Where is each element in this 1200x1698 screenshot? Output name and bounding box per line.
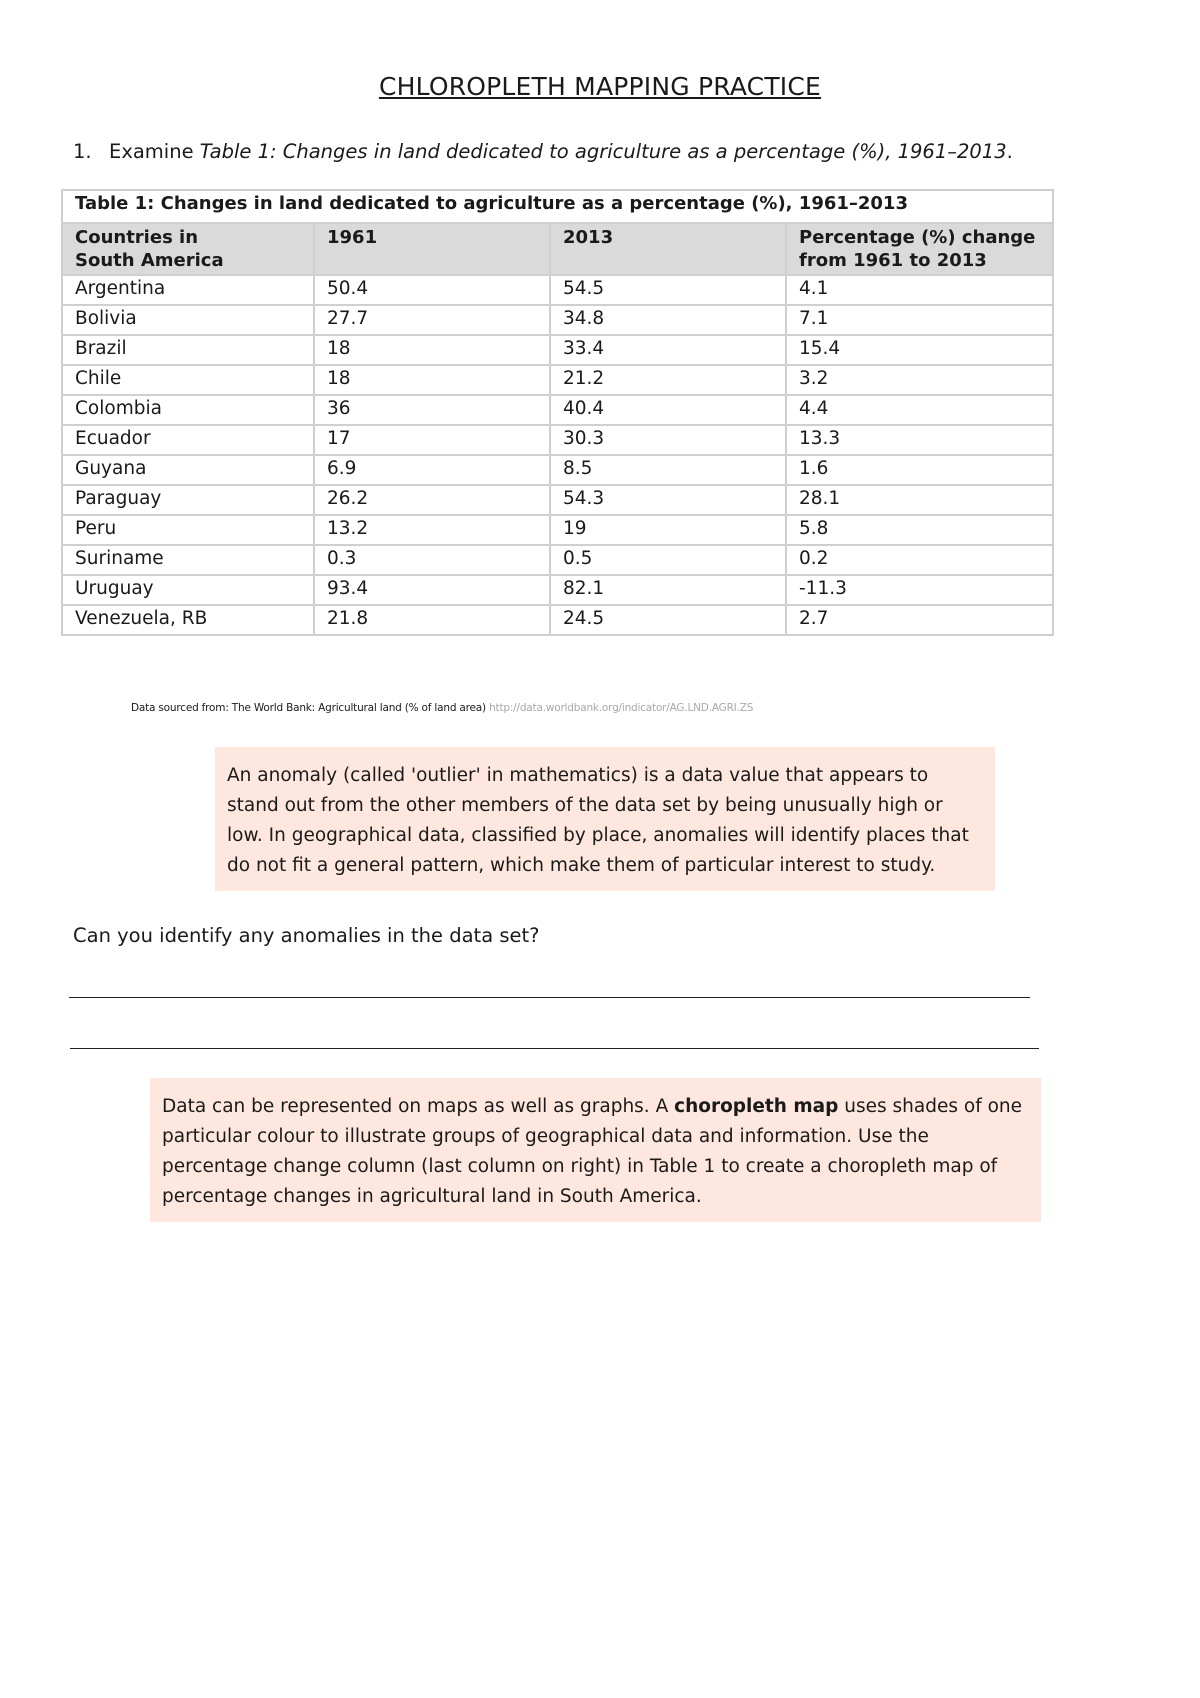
table-row (62, 575, 1053, 605)
instruction-number: 1. (73, 140, 92, 163)
choropleth-note (150, 1078, 1041, 1222)
value-2013-cell: 24.5 (550, 605, 786, 635)
value-1961-cell: 93.4 (314, 575, 550, 605)
change-cell: 13.3 (786, 425, 1053, 455)
value-2013-cell: 8.5 (550, 455, 786, 485)
header-1961: 1961 (314, 223, 550, 275)
change-cell: 0.2 (786, 545, 1053, 575)
header-change (786, 223, 1053, 275)
table-row (62, 335, 1053, 365)
header-country (62, 223, 314, 275)
country-cell: Bolivia (62, 305, 314, 335)
value-2013-cell: 30.3 (550, 425, 786, 455)
table-row (62, 515, 1053, 545)
value-1961-cell: 36 (314, 395, 550, 425)
table-row (62, 485, 1053, 515)
page-title: CHLOROPLETH MAPPING PRACTICE (378, 72, 822, 101)
header-change-line1: Percentage (%) change (799, 227, 1036, 248)
value-1961-cell: 18 (314, 335, 550, 365)
change-cell: -11.3 (786, 575, 1053, 605)
instruction-prefix: Examine (109, 140, 200, 163)
choropleth-map-term: choropleth map (674, 1096, 839, 1117)
value-1961-cell: 18 (314, 365, 550, 395)
country-cell: Uruguay (62, 575, 314, 605)
change-cell: 1.6 (786, 455, 1053, 485)
country-cell: Peru (62, 515, 314, 545)
change-cell: 4.4 (786, 395, 1053, 425)
country-cell: Suriname (62, 545, 314, 575)
table-row (62, 455, 1053, 485)
table-row (62, 365, 1053, 395)
table-row (62, 275, 1053, 305)
table-row (62, 545, 1053, 575)
value-1961-cell: 27.7 (314, 305, 550, 335)
data-source (131, 702, 753, 714)
header-change-line2: from 1961 to 2013 (799, 250, 987, 271)
anomaly-note: An anomaly (called 'outlier' in mathematics) is a data value that appears to stand out from the other members of the data set by being unusually high or low. In geographical data, classified by place, anomalies will identify places that do not fit a general pattern, which make them of particular interest to study. (215, 747, 995, 891)
value-2013-cell: 33.4 (550, 335, 786, 365)
change-cell: 7.1 (786, 305, 1053, 335)
choropleth-note-before: Data can be represented on maps as well as graphs. A (162, 1096, 675, 1117)
anomaly-question: Can you identify any anomalies in the data set? (73, 924, 540, 947)
agriculture-table (61, 189, 1054, 636)
country-cell: Brazil (62, 335, 314, 365)
header-country-line2: South America (75, 250, 224, 271)
change-cell: 4.1 (786, 275, 1053, 305)
answer-line (69, 997, 1030, 998)
change-cell: 3.2 (786, 365, 1053, 395)
value-2013-cell: 19 (550, 515, 786, 545)
country-cell: Guyana (62, 455, 314, 485)
value-2013-cell: 54.3 (550, 485, 786, 515)
change-cell: 2.7 (786, 605, 1053, 635)
table-caption: Table 1: Changes in land dedicated to agriculture as a percentage (%), 1961–2013 (62, 190, 1053, 223)
change-cell: 28.1 (786, 485, 1053, 515)
value-1961-cell: 6.9 (314, 455, 550, 485)
table-row (62, 305, 1053, 335)
source-text: Data sourced from: The World Bank: Agricultural land (% of land area) (131, 702, 486, 714)
country-cell: Chile (62, 365, 314, 395)
table-row (62, 395, 1053, 425)
value-1961-cell: 0.3 (314, 545, 550, 575)
value-2013-cell: 82.1 (550, 575, 786, 605)
table-row (62, 425, 1053, 455)
country-cell: Colombia (62, 395, 314, 425)
country-cell: Argentina (62, 275, 314, 305)
value-1961-cell: 21.8 (314, 605, 550, 635)
instruction (73, 140, 1013, 163)
value-2013-cell: 21.2 (550, 365, 786, 395)
value-1961-cell: 17 (314, 425, 550, 455)
value-2013-cell: 54.5 (550, 275, 786, 305)
country-cell: Paraguay (62, 485, 314, 515)
answer-line (70, 1048, 1039, 1049)
value-1961-cell: 13.2 (314, 515, 550, 545)
value-2013-cell: 0.5 (550, 545, 786, 575)
value-1961-cell: 50.4 (314, 275, 550, 305)
table-row (62, 605, 1053, 635)
header-country-line1: Countries in (75, 227, 199, 248)
change-cell: 5.8 (786, 515, 1053, 545)
value-2013-cell: 40.4 (550, 395, 786, 425)
country-cell: Ecuador (62, 425, 314, 455)
country-cell: Venezuela, RB (62, 605, 314, 635)
header-2013: 2013 (550, 223, 786, 275)
instruction-suffix: . (1006, 140, 1013, 163)
value-2013-cell: 34.8 (550, 305, 786, 335)
value-1961-cell: 26.2 (314, 485, 550, 515)
change-cell: 15.4 (786, 335, 1053, 365)
instruction-table-reference: Table 1: Changes in land dedicated to agriculture as a percentage (%), 1961–2013 (199, 140, 1007, 163)
choropleth-note-after: uses shades of one particular colour to illustrate groups of geographical data and information. Use the percentage change column (last column on right) in Table 1 to create a choropleth map of percentage changes in agricultural land in South America. (162, 1096, 1023, 1207)
source-link[interactable]: http://data.worldbank.org/indicator/AG.LND.AGRI.ZS (489, 702, 754, 714)
